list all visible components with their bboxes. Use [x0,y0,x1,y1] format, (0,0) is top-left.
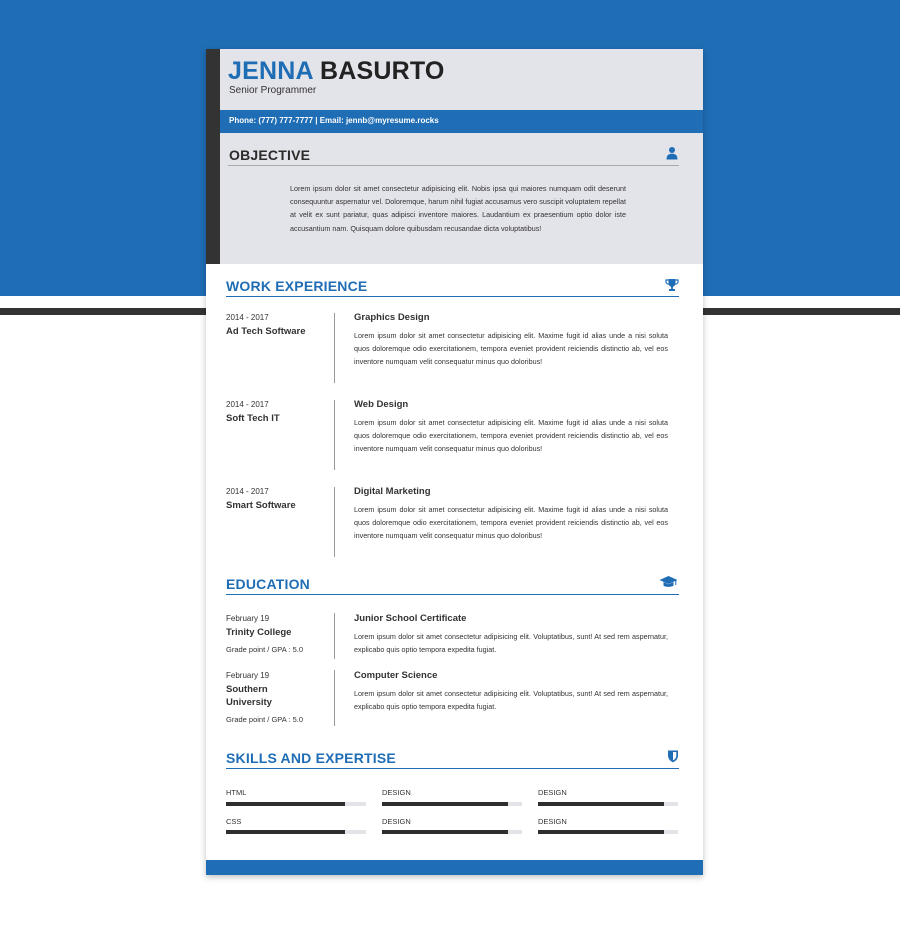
work-dates: 2014 - 2017 [226,487,269,496]
skill-bar-fill [226,830,345,834]
work-role: Web Design [354,399,409,410]
contact-bar [220,110,703,133]
header-side-bar [206,49,220,264]
objective-heading: OBJECTIVE [229,147,311,163]
skill-label: DESIGN [538,817,567,826]
work-company: Soft Tech IT [226,413,280,424]
skill-label: HTML [226,788,247,797]
education-date: February 19 [226,614,270,623]
work-description: Lorem ipsum dolor sit amet consectetur adipisicing elit. Maxime fugit id alias unde a nisi soluta quos doloremque odio exercitationem, tempora eveniet provident reiciendis distinctio ab, vel eos inventore numquam velit consequatur minus quo doloribus! [354,418,668,454]
education-divider [334,670,335,726]
work-description: Lorem ipsum dolor sit amet consectetur adipisicing elit. Maxime fugit id alias unde a nisi soluta quos doloremque odio exercitationem, tempora eveniet provident reiciendis distinctio ab, vel eos inventore numquam velit consequatur minus quo doloribus! [354,331,668,367]
skills-rule [226,768,679,769]
skill-bar-fill [538,830,664,834]
work-divider [334,313,335,383]
skill-bar-track [538,830,678,834]
education-gpa: Grade point / GPA : 5.0 [226,715,303,724]
resume-header [206,49,703,264]
skill-bar-fill [382,802,508,806]
education-divider [334,613,335,659]
education-school: Southern University [226,684,272,708]
last-name: BASURTO [319,57,445,85]
work-role: Digital Marketing [354,486,431,497]
shield-icon [666,749,680,763]
skill-bar-fill [538,802,664,806]
work-description: Lorem ipsum dolor sit amet consectetur adipisicing elit. Maxime fugit id alias unde a nisi soluta quos doloremque odio exercitationem, tempora eveniet provident reiciendis distinctio ab, vel eos inventore numquam velit consequatur minus quo doloribus! [354,505,668,541]
work-dates: 2014 - 2017 [226,400,269,409]
work-company: Smart Software [226,500,296,511]
education-description: Lorem ipsum dolor sit amet consectetur adipisicing elit. Voluptatibus, sunt! At sed rem aspernatur, explicabo quis optio tempora expedita fugiat. [354,632,668,655]
work-company: Ad Tech Software [226,326,306,337]
job-title: Senior Programmer [229,85,317,96]
objective-rule [228,165,679,166]
education-school: Trinity College [226,627,292,638]
education-heading: EDUCATION [226,576,310,592]
objective-text: Lorem ipsum dolor sit amet consectetur adipisicing elit. Nobis ipsa qui maiores numquam odit deserunt consequuntur aspernatur vel. Doloremque, harum nihil fugiat accusamus vero suscipit voluptatem repellat at velit ex sunt pariatur, quas adipisci inventore maiores. Laudantium ex praesentium optio dolor iste accusantium nam. Quisquam dolore quibusdam recusandae dicta voluptatibus! [290,184,626,233]
skill-bar-track [226,802,366,806]
resume-page [206,49,703,875]
education-rule [226,594,679,595]
candidate-name [228,57,445,86]
education-date: February 19 [226,671,270,680]
skill-bar-track [538,802,678,806]
footer-bar [206,860,703,875]
work-rule [226,296,679,297]
skill-bar-track [226,830,366,834]
contact-info: Phone: (777) 777-7777 | Email: jennb@myresume.rocks [229,116,439,125]
education-degree: Junior School Certificate [354,613,467,624]
work-role: Graphics Design [354,312,430,323]
user-icon [665,146,679,160]
trophy-icon [665,278,679,292]
first-name: JENNA [228,57,313,85]
skill-label: DESIGN [382,817,411,826]
work-divider [334,400,335,470]
skill-bar-track [382,802,522,806]
skill-label: DESIGN [538,788,567,797]
education-description: Lorem ipsum dolor sit amet consectetur adipisicing elit. Voluptatibus, sunt! At sed rem aspernatur, explicabo quis optio tempora expedita fugiat. [354,689,668,712]
skill-label: CSS [226,817,242,826]
skills-heading: SKILLS AND EXPERTISE [226,750,396,766]
education-gpa: Grade point / GPA : 5.0 [226,645,303,654]
skill-bar-fill [226,802,345,806]
graduation-cap-icon [659,575,678,589]
work-dates: 2014 - 2017 [226,313,269,322]
work-divider [334,487,335,557]
skill-bar-fill [382,830,508,834]
education-degree: Computer Science [354,670,438,681]
skill-label: DESIGN [382,788,411,797]
work-heading: WORK EXPERIENCE [226,278,368,294]
skill-bar-track [382,830,522,834]
